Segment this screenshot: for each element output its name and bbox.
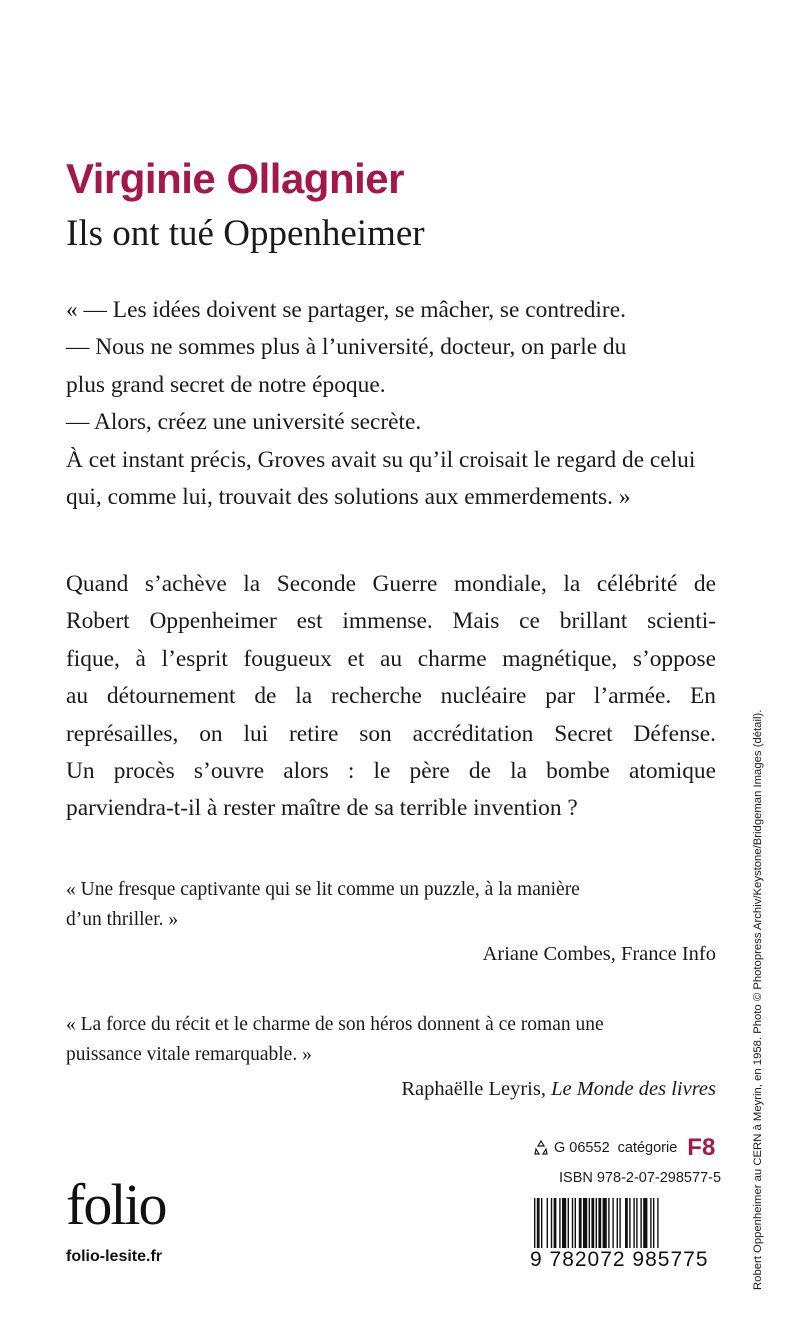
review-quote bbox=[66, 1010, 716, 1104]
barcode-bar bbox=[562, 1198, 566, 1250]
barcode-bar bbox=[612, 1198, 613, 1250]
excerpt-line: qui, comme lui, trouvait des solutions aux emmerdements. » bbox=[66, 484, 631, 511]
barcode-bar bbox=[643, 1198, 647, 1250]
author-name: Virginie Ollagnier bbox=[66, 155, 404, 202]
review-source bbox=[66, 1074, 716, 1104]
barcode-bar bbox=[619, 1198, 620, 1250]
barcode-bar bbox=[547, 1198, 548, 1250]
barcode-bar bbox=[657, 1198, 658, 1250]
barcode-bar bbox=[617, 1198, 618, 1250]
summary-line: Un procès s’ouvre alors : le père de la bombe atomique bbox=[66, 758, 716, 785]
book-title: Ils ont tué Oppenheimer bbox=[66, 213, 425, 254]
review-quote bbox=[66, 875, 716, 969]
barcode-bar bbox=[583, 1198, 587, 1250]
barcode-bar bbox=[608, 1198, 609, 1250]
photo-credit: Robert Oppenheimer au CERN à Meyrin, en 1958. Photo © Photopress Archiv/Keystone/Bridgeman Images (détail). bbox=[752, 709, 764, 1290]
barcode-bar bbox=[603, 1198, 607, 1250]
publisher-website: folio-lesite.fr bbox=[66, 1248, 163, 1265]
summary-line: représailles, on lui retire son accréditation Secret Défense. bbox=[66, 720, 716, 747]
barcode-bar bbox=[640, 1198, 641, 1250]
barcode-bar bbox=[653, 1198, 654, 1250]
barcode-bar bbox=[559, 1198, 560, 1250]
category-badge: F8 bbox=[687, 1134, 716, 1161]
excerpt-line: — Alors, créez une université secrète. bbox=[66, 409, 422, 436]
barcode-bar bbox=[541, 1198, 542, 1250]
barcode-bar bbox=[596, 1198, 597, 1250]
barcode-bar bbox=[572, 1198, 573, 1250]
folio-logo: folio bbox=[66, 1172, 166, 1237]
review-line: d’un thriller. » bbox=[66, 909, 179, 930]
product-code-line bbox=[534, 1134, 715, 1162]
summary-line: Robert Oppenheimer est immense. Mais ce brillant scienti- bbox=[66, 608, 716, 635]
review-line: « La force du récit et le charme de son héros donnent à ce roman une bbox=[66, 1014, 604, 1035]
barcode-bar bbox=[591, 1198, 594, 1250]
summary-line: Quand s’achève la Seconde Guerre mondiale, la célébrité de bbox=[66, 571, 716, 597]
review-source-name: Raphaëlle Leyris, bbox=[401, 1078, 552, 1100]
barcode-bar bbox=[537, 1198, 540, 1250]
excerpt-line: — Nous ne sommes plus à l’université, docteur, on parle du bbox=[66, 334, 627, 361]
isbn: ISBN 978-2-07-298577-5 bbox=[559, 1170, 722, 1186]
summary-line: parviendra-t-il à rester maître de sa terrible invention ? bbox=[66, 795, 578, 822]
barcode-bar bbox=[636, 1198, 637, 1250]
review-line: puissance vitale remarquable. » bbox=[66, 1044, 312, 1065]
barcode-bar bbox=[534, 1198, 535, 1250]
barcode-bar bbox=[650, 1198, 651, 1250]
review-source: Ariane Combes, France Info bbox=[482, 943, 716, 965]
review-line: « Une fresque captivante qui se lit comme un puzzle, à la manière bbox=[66, 879, 580, 900]
summary bbox=[66, 566, 716, 828]
summary-line: fique, à l’esprit fougueux et au charme magnétique, s’oppose bbox=[66, 645, 716, 672]
review-source-publication: Le Monde des livres bbox=[551, 1078, 716, 1100]
barcode-bar bbox=[633, 1198, 634, 1250]
barcode-bar bbox=[554, 1198, 557, 1250]
summary-line: au détournement de la recherche nucléaire par l’armée. En bbox=[66, 683, 716, 710]
barcode-bar bbox=[579, 1198, 582, 1250]
paper-recycle-icon bbox=[534, 1140, 548, 1156]
barcode-bar bbox=[625, 1198, 628, 1250]
excerpt-line: « — Les idées doivent se partager, se mâcher, se contredire. bbox=[66, 297, 626, 323]
excerpt-line: plus grand secret de notre époque. bbox=[66, 371, 386, 398]
barcode-bar bbox=[629, 1198, 630, 1250]
barcode-bar bbox=[598, 1198, 601, 1250]
barcode-bar bbox=[575, 1198, 576, 1250]
barcode-digits: 9 782072 985775 bbox=[530, 1248, 709, 1271]
excerpt bbox=[66, 292, 726, 516]
barcode-bar bbox=[551, 1198, 552, 1250]
product-code: G 06552 bbox=[554, 1140, 610, 1156]
barcode-bar bbox=[589, 1198, 590, 1250]
excerpt-line: À cet instant précis, Groves avait su qu’il croisait le regard de celui bbox=[66, 446, 696, 473]
category-label: catégorie bbox=[617, 1140, 678, 1156]
barcode-bar bbox=[568, 1198, 569, 1250]
